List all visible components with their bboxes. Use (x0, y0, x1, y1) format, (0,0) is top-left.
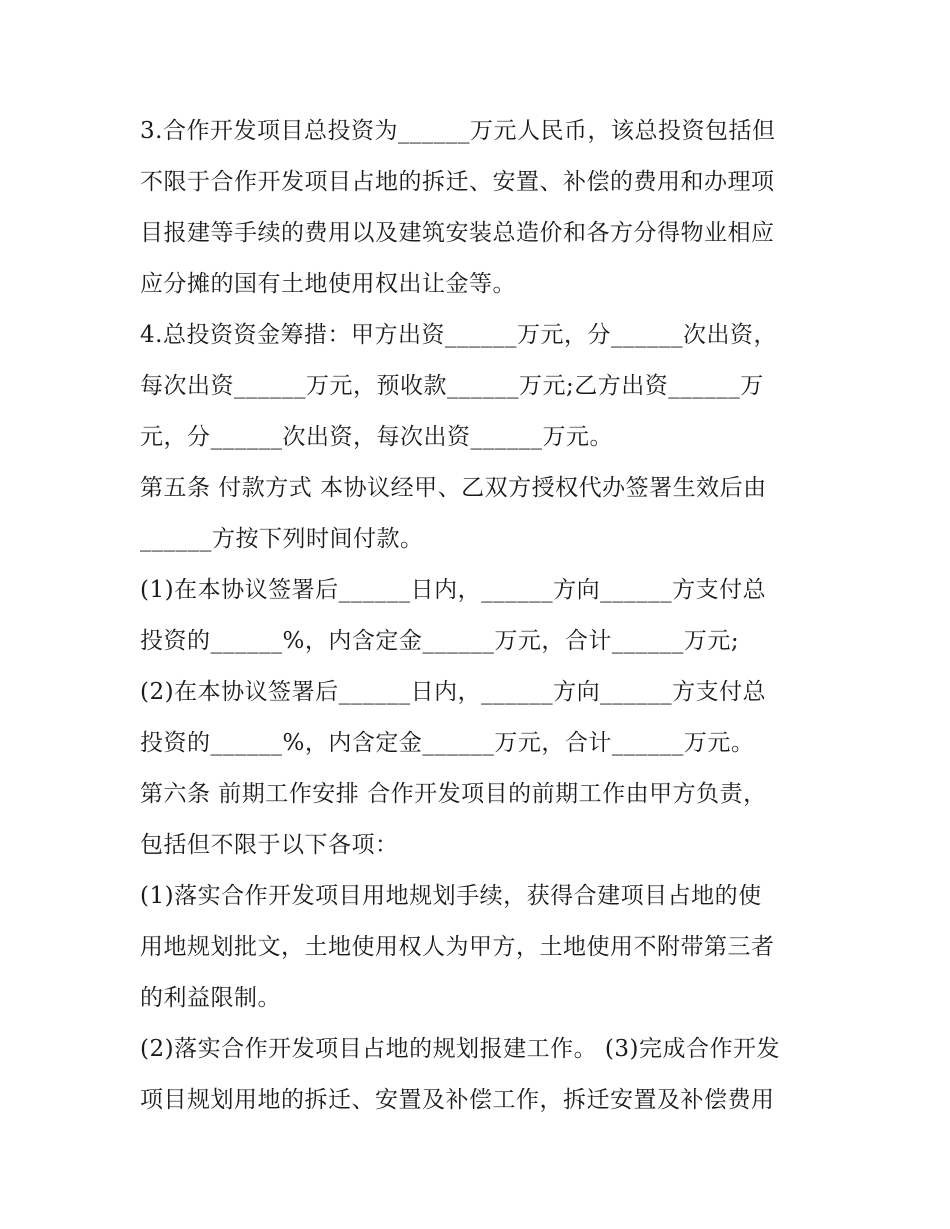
text-line-15: 包括但不限于以下各项： (140, 832, 399, 858)
text-line-2: 不限于合作开发项目占地的拆迁、安置、补偿的费用和办理项 (140, 169, 775, 195)
text-line-4: 应分摊的国有土地使用权出让金等。 (140, 271, 516, 297)
text-line-16: (1)落实合作开发项目用地规划手续，获得合建项目占地的使 (140, 883, 762, 909)
text-line-10: (1)在本协议签署后______日内，______方向______方支付总 (140, 577, 767, 603)
text-line-11: 投资的______%，内含定金______万元，合计______万元; (140, 628, 740, 654)
text-line-12: (2)在本协议签署后______日内，______方向______方支付总 (140, 679, 767, 705)
text-line-13: 投资的______%，内含定金______万元，合计______万元。 (140, 730, 755, 756)
text-line-5: 4.总投资资金筹措：甲方出资______万元，分______次出资， (140, 322, 777, 348)
text-line-17: 用地规划批文，土地使用权人为甲方，土地使用不附带第三者 (140, 934, 775, 960)
text-line-6: 每次出资______万元，预收款______万元;乙方出资______万 (140, 373, 764, 399)
text-line-3: 目报建等手续的费用以及建筑安装总造价和各方分得物业相应 (140, 220, 775, 246)
text-line-1: 3.合作开发项目总投资为______万元人民币，该总投资包括但 (140, 118, 776, 144)
document-body (140, 106, 820, 1126)
text-line-8: 第五条 付款方式 本协议经甲、乙双方授权代办签署生效后由 (140, 475, 767, 501)
text-line-14: 第六条 前期工作安排 合作开发项目的前期工作由甲方负责， (140, 781, 767, 807)
text-line-18: 的利益限制。 (140, 985, 281, 1011)
text-line-9: ______方按下列时间付款。 (140, 526, 424, 552)
text-line-7: 元，分______次出资，每次出资______万元。 (140, 424, 613, 450)
text-line-19: (2)落实合作开发项目占地的规划报建工作。 (3)完成合作开发 (140, 1036, 780, 1062)
text-line-20: 项目规划用地的拆迁、安置及补偿工作，拆迁安置及补偿费用 (140, 1087, 775, 1113)
